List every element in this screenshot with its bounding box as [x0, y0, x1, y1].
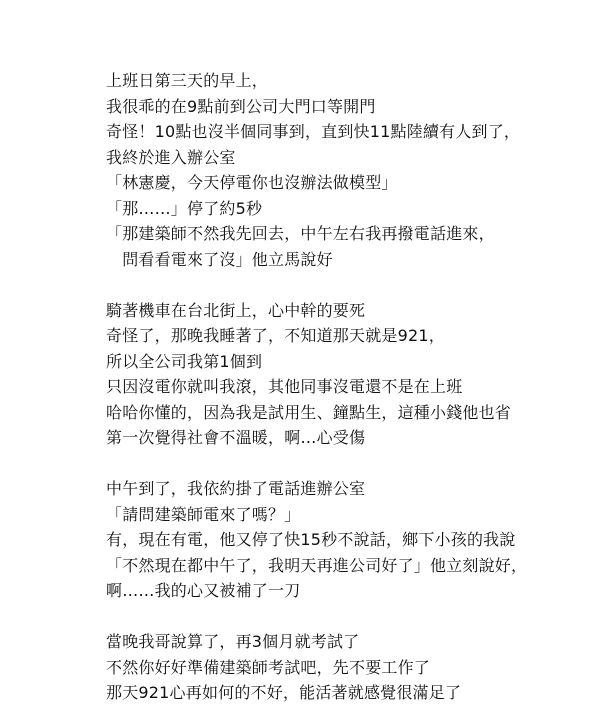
text-line: 有，現在有電，他又停了快15秒不說話，鄉下小孩的我說 — [106, 530, 516, 549]
paragraph-4 — [106, 629, 606, 706]
paragraph-1 — [106, 68, 606, 272]
text-line: 那天921心再如何的不好，能活著就感覺很滿足了 — [106, 683, 462, 702]
text-line: 當晚我哥說算了，再3個月就考試了 — [106, 632, 360, 651]
text-line: 奇怪了，那晚我睡著了，不知道那天就是921， — [106, 326, 445, 345]
paragraph-3 — [106, 476, 606, 604]
paragraph-2 — [106, 298, 606, 451]
text-line: 「請問建築師電來了嗎？」 — [106, 504, 301, 524]
paragraph-gap — [106, 451, 606, 477]
text-line: 「不然現在都中午了，我明天再進公司好了」他立刻說好， — [106, 555, 528, 575]
text-line: 我終於進入辦公室 — [106, 147, 236, 167]
text-line: 「那……」停了約5秒 — [106, 198, 263, 218]
text-line: 中午到了，我依約掛了電話進辦公室 — [106, 479, 366, 498]
paragraph-gap — [106, 272, 606, 298]
text-line: 問看看電來了沒」他立馬說好 — [106, 249, 333, 269]
text-line: 啊……我的心又被補了一刀 — [106, 581, 301, 600]
text-line: 第一次覺得社會不溫暖，啊…心受傷 — [106, 428, 366, 447]
text-line: 哈哈你懂的，因為我是試用生、鐘點生，這種小錢他也省 — [106, 402, 512, 422]
text-line: 騎著機車在台北街上，心中幹的要死 — [106, 300, 366, 320]
text-line: 「林憲慶，今天停電你也沒辦法做模型」 — [106, 173, 398, 192]
text-line: 上班日第三天的早上， — [106, 71, 269, 90]
text-line: 不然你好好準備建築師考試吧，先不要工作了 — [106, 657, 431, 677]
text-line: 只因沒電你就叫我滾，其他同事沒電還不是在上班 — [106, 377, 463, 396]
text-line: 所以全公司我第1個到 — [106, 351, 263, 371]
story-text — [106, 68, 606, 706]
text-line: 我很乖的在9點前到公司大門口等開門 — [106, 96, 376, 116]
text-line: 「那建築師不然我先回去，中午左右我再撥電話進來， — [106, 224, 495, 243]
paragraph-gap — [106, 604, 606, 630]
text-line: 奇怪！10點也沒半個同事到，直到快11點陸續有人到了， — [106, 122, 521, 141]
